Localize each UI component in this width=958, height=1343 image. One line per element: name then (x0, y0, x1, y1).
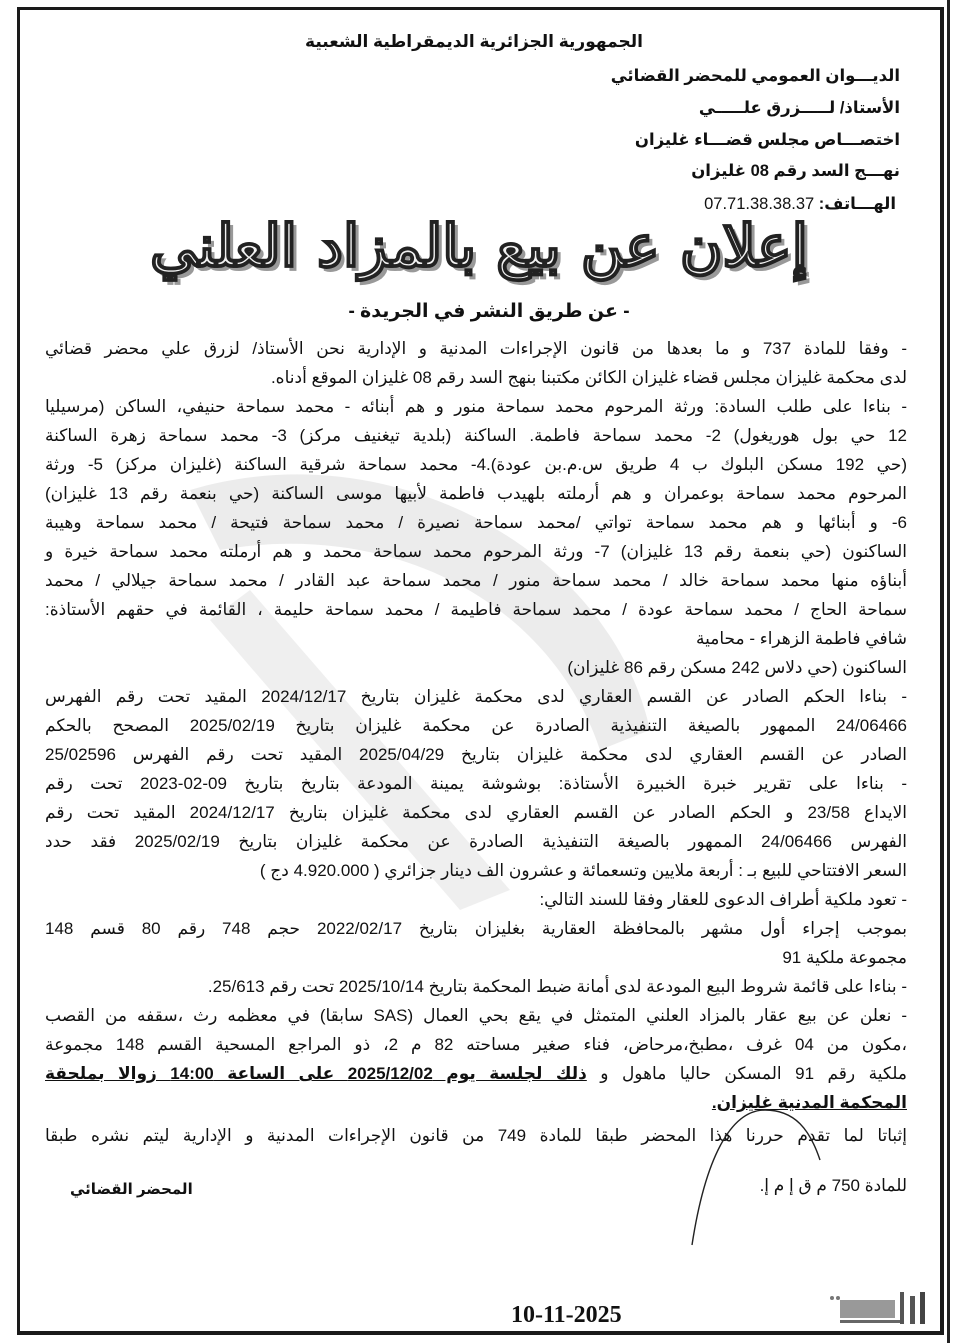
phone-number: 07.71.38.38.37 (704, 195, 815, 213)
body-line: بموجب إجراء أول مشهر بالمحافظة العقارية بغليزان بتاريخ 2022/02/17 حجم 748 رقم 80 قسم 148 (45, 919, 908, 938)
newspaper-logo-icon (800, 1290, 930, 1326)
notice-subtitle: - عن طريق النشر في الجريدة - (348, 301, 630, 322)
body-line: الايداع 23/58 و الحكم الصادر عن القسم العقاري لدى محكمة غليزان بتاريخ 2024/12/17 المقيد تحت رقم (45, 803, 907, 822)
sale-venue: المحكمة المدنية غليزان. (711, 1093, 907, 1112)
body-line: الفهرس 24/06466 الممهور بالصيغة التنفيذية الصادرة عن محكمة غليزان بتاريخ 2025/02/19 فقد حدد (45, 832, 907, 851)
closing-reference: للمادة 750 م ق إ م إ. (759, 1176, 907, 1195)
body-line: - بناءا على تقرير خبرة الخبيرة الأستاذة: بوشوشة يمينة المودعة بتاريخ بتاريخ 09-02-2023 تحت رقم (45, 774, 908, 793)
body-line: 24/06466 الممهور بالصيغة التنفيذية الصادرة عن محكمة غليزان بتاريخ 2025/02/19 المصحح بالحكم (45, 716, 908, 735)
body-line: - نعلن عن بيع عقار بالمزاد العلني المتمثل في يقع بحي العمال (SAS سابقا) في معظمه رث ،سقفه من القصب (45, 1006, 907, 1025)
body-line: السعر الافتتاحي للبيع بـ : أربعة ملايين وتسعمائة و عشرون الف دينار جزائري ( 4.920.000 دج ) (259, 861, 907, 880)
body-line: (حي 192 مسكن البلوك ب 4 طريق س.م.بن عودة).4- محمد سماحة شرقية الساكنة (غليزان مركز) 5- ورثة (45, 455, 908, 474)
sale-session-line (45, 1059, 907, 1088)
bailiff-name: الأستاذ/ لـــــزرق علـــــي (698, 99, 900, 117)
page-edge (947, 0, 950, 1343)
body-line: 6- و أبنائها و هم محمد سماحة تواتي /محمد سماحة نصيرة / محمد سماحة فتيحة / محمد سماحة وهيبة (45, 513, 907, 532)
body-line: مجموعة ملكية 91 (782, 948, 907, 967)
signature-title: المحضر القضائي (70, 1181, 193, 1198)
body-line: الساكنون (حي بنعمة رقم 13 غليزان) 7- ورثة المرحوم محمد سماحة محمد و هم أرملته محمد سماحة خيرة و (45, 542, 908, 561)
body-line: أبناؤه منها محمد سماحة خالد / محمد سماحة منور / محمد سماحة عبد القادر / محمد سماحة جيلالي / محمد (45, 571, 907, 590)
body-line: شافي فاطمة الزهراء - محامية (695, 629, 907, 648)
office-address: نهـــج السد رقم 08 غليزان (691, 162, 900, 180)
sale-session-details: ذلك لجلسة يوم 2025/12/02 على الساعة 14:00 زوالا بملحقة (45, 1064, 587, 1083)
notice-title: إعلان عن بيع بالمزاد العلني (150, 212, 808, 280)
body-line: ،مكون من 04 غرف ،مطبخ،مرحاض، فناء صغير مساحته 82 م 2، ذو المراجع المسحية القسم 148 مجموعة (45, 1035, 907, 1054)
signature-stroke (690, 1100, 830, 1250)
body-line: 12 حي بول هوريغول) 2- محمد سماحة فاطمة. الساكنة (بلدية تيغنيف مركز) 3- محمد سماحة زهرة الساكنة (45, 426, 907, 445)
body-line: - بناءا الحكم الصادر عن القسم العقاري لدى محكمة غليزان بتاريخ 2024/12/17 المقيد تحت رقم الفهرس (45, 687, 907, 706)
body-line: - بناءا على طلب السادة: ورثة المرحوم محمد سماحة منور و هم أبنائه - محمد سماحة حنيفي، الساكن (مرسيليا (45, 397, 907, 416)
republic-heading: الجمهورية الجزائرية الديمقراطية الشعبية (305, 32, 643, 51)
phone-label: الهـــاتف: (818, 195, 896, 213)
body-line: المرحوم محمد سماحة بوعمران و هم أرملته بلهيدب فاطمة لأبيها موسى الساكنة (حي بنعمة رقم 13 غليزان) (45, 484, 907, 503)
body-line: لدى محكمة غليزان مجلس قضاء غليزان الكائن مكتبنا بنهج السد رقم 08 غليزان الموقع أدناه. (270, 368, 907, 387)
jurisdiction: اختصـــاص مجلس قضـــاء غليزان (634, 131, 900, 149)
body-line: الساكنون (حي دلاس 242 مسكن رقم 86 غليزان) (567, 658, 907, 677)
phone-row (704, 194, 896, 214)
publication-date: 10-11-2025 (505, 1302, 628, 1328)
body-line: - بناءا على قائمة شروط البيع المودعة لدى أمانة ضبط المحكمة بتاريخ 2025/10/14 تحت رقم 25/613. (207, 977, 907, 996)
sale-line-plain: ملكية رقم 91 المسكن حاليا ماهول و (586, 1064, 907, 1083)
body-line: - وفقا للمادة 737 و ما بعدها من قانون الإجراءات المدنية و الإدارية نحن الأستاذ/ لزرق علي محضر قضائي (45, 339, 908, 358)
notice-body (45, 334, 907, 1117)
body-line: الصادر عن القسم العقاري لدى محكمة غليزان بتاريخ 2025/04/29 المقيد تحت رقم الفهرس 25/02596 (45, 745, 907, 764)
closing-statement: إثباتا لما تقدم حررنا هذا المحضر طبقا للمادة 749 من قانون الإجراءات المدنية و الإدارية ليتم نشره طبقا (45, 1126, 908, 1145)
office-name: الديـــوان العمومي للمحضر القضائي (610, 67, 900, 85)
body-line: سماحة الحاج / محمد سماحة عودة / محمد سماحة فاطيمة / محمد سماحة حليمة ، القائمة في حقهم الأستاذة: (45, 600, 907, 619)
body-line: - تعود ملكية أطراف الدعوى للعقار وفقا للسند التالي: (539, 890, 907, 909)
